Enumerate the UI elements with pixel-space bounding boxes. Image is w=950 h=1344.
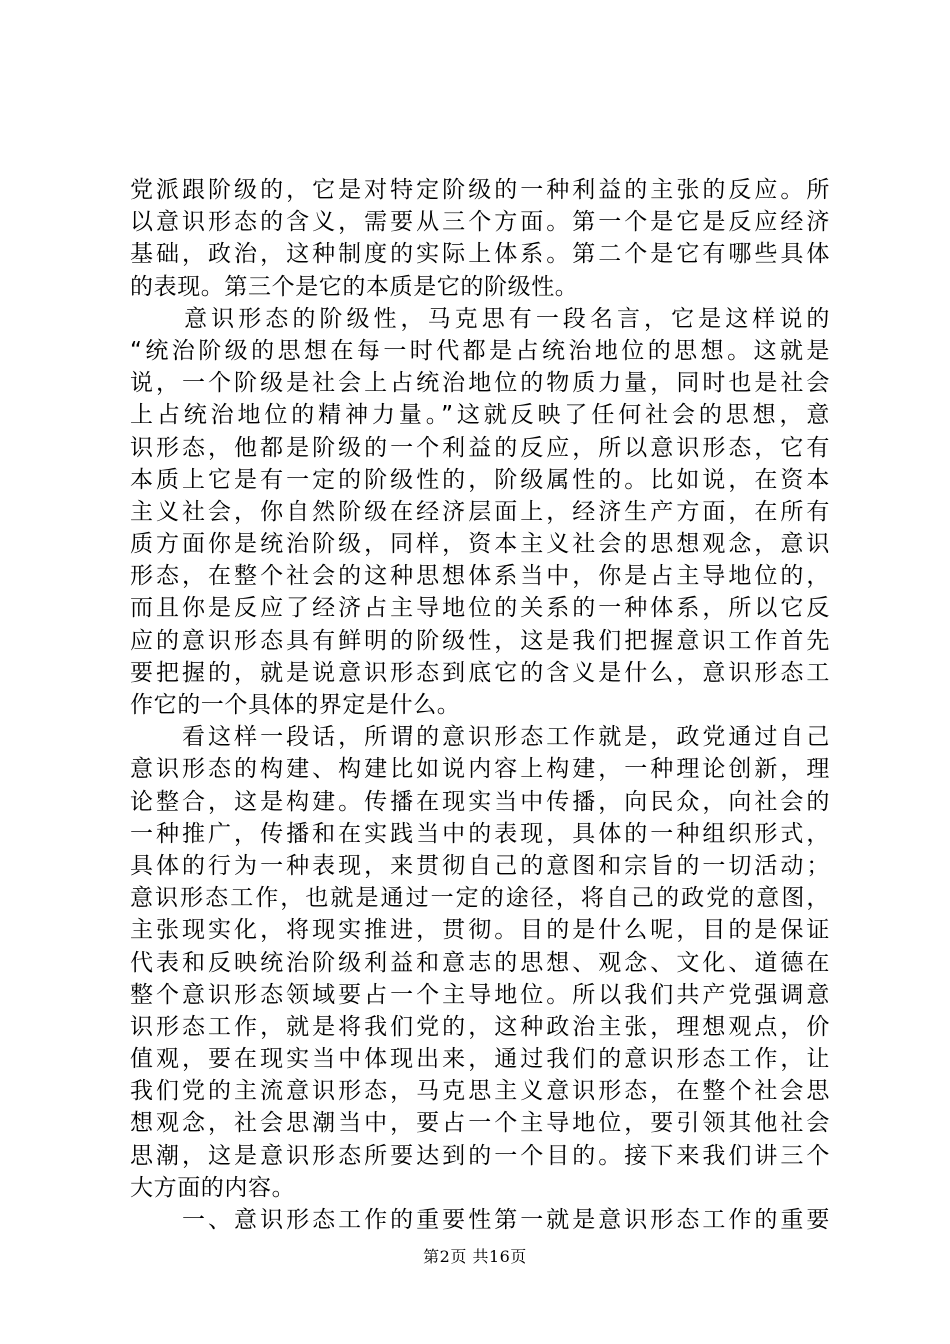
text-line: 值观，要在现实当中体现出来，通过我们的意识形态工作，让 [130, 1046, 830, 1073]
text-line: 以意识形态的含义，需要从三个方面。第一个是它是反应经济 [130, 209, 830, 236]
text-line: 具体的行为一种表现，来贯彻自己的意图和宗旨的一切活动； [130, 852, 830, 879]
text-line: “统治阶级的思想在每一时代都是占统治地位的思想。这就是 [130, 337, 830, 364]
text-line: 作它的一个具体的界定是什么。 [130, 692, 461, 718]
text-line: 识形态工作，就是将我们党的，这种政治主张，理想观点，价 [130, 1013, 830, 1040]
text-line: 我们党的主流意识形态，马克思主义意识形态，在整个社会思 [130, 1078, 830, 1105]
text-line: 一、意识形态工作的重要性第一就是意识形态工作的重要 [130, 1207, 830, 1233]
text-line: 基础，政治，这种制度的实际上体系。第二个是它有哪些具体 [130, 241, 830, 268]
text-line: 看这样一段话，所谓的意识形态工作就是，政党通过自己 [130, 724, 830, 751]
text-line: 一种推广，传播和在实践当中的表现，具体的一种组织形式， [130, 820, 830, 847]
text-line: 大方面的内容。 [130, 1174, 296, 1201]
text-line: 应的意识形态具有鲜明的阶级性，这是我们把握意识工作首先 [130, 627, 830, 654]
text-line: 说，一个阶级是社会上占统治地位的物质力量，同时也是社会 [130, 370, 830, 397]
text-line: 党派跟阶级的，它是对特定阶级的一种利益的主张的反应。所 [130, 177, 830, 203]
text-line: 意识形态的阶级性，马克思有一段名言，它是这样说的 [130, 305, 830, 332]
text-line: 主义社会，你自然阶级在经济层面上，经济生产方面，在所有 [130, 498, 830, 525]
text-line: 主张现实化，将现实推进，贯彻。目的是什么呢，目的是保证 [130, 917, 830, 944]
text-line: 论整合，这是构建。传播在现实当中传播，向民众，向社会的 [130, 788, 830, 815]
text-line: 识形态，他都是阶级的一个利益的反应，所以意识形态，它有 [130, 434, 830, 461]
text-line: 要把握的，就是说意识形态到底它的含义是什么，意识形态工 [130, 659, 830, 686]
body-text [130, 174, 830, 1236]
text-line: 整个意识形态领域要占一个主导地位。所以我们共产党强调意 [130, 981, 830, 1008]
text-line: 思潮，这是意识形态所要达到的一个目的。接下来我们讲三个 [130, 1142, 830, 1169]
text-line: 意识形态工作，也就是通过一定的途径，将自己的政党的意图， [130, 885, 830, 912]
text-line: 而且你是反应了经济占主导地位的关系的一种体系，所以它反 [130, 595, 830, 622]
text-line: 意识形态的构建、构建比如说内容上构建，一种理论创新，理 [130, 756, 830, 783]
text-line: 本质上它是有一定的阶级性的，阶级属性的。比如说，在资本 [130, 466, 830, 493]
text-line: 质方面你是统治阶级，同样，资本主义社会的思想观念，意识 [130, 531, 830, 558]
page-footer: 第2页 共16页 [423, 1247, 527, 1266]
text-line: 的表现。第三个是它的本质是它的阶级性。 [130, 273, 579, 300]
text-line: 代表和反映统治阶级利益和意志的思想、观念、文化、道德在 [130, 949, 830, 976]
text-line: 形态，在整个社会的这种思想体系当中，你是占主导地位的， [130, 563, 830, 590]
text-line: 想观念，社会思潮当中，要占一个主导地位，要引领其他社会 [130, 1110, 830, 1137]
text-line: 上占统治地位的精神力量。”这就反映了任何社会的思想，意 [130, 402, 830, 429]
